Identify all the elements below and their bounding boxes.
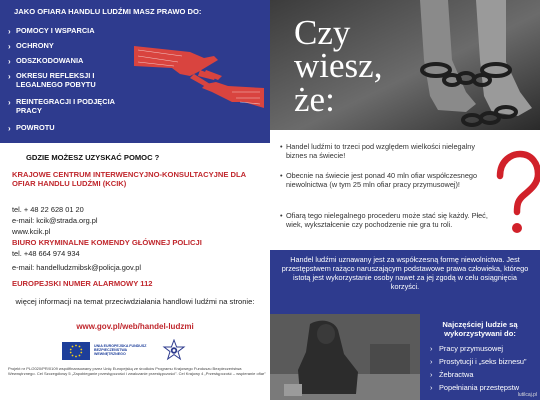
chevron-right-icon: › bbox=[8, 72, 11, 81]
chevron-right-icon: › bbox=[8, 98, 11, 107]
kcik-email[interactable]: e-mail: kcik@strada.org.pl bbox=[12, 216, 98, 225]
fact-item bbox=[280, 171, 488, 190]
bullet-icon: • bbox=[280, 142, 283, 151]
chevron-right-icon: › bbox=[8, 27, 11, 36]
eu-flag-icon bbox=[62, 342, 90, 360]
eu-logo-text: UNIA EUROPEJSKA FUNDUSZ BEZPIECZEŃSTWA WEWNĘTRZNEGO bbox=[94, 344, 147, 357]
rights-item-protection bbox=[8, 42, 130, 52]
rights-item-label: REINTEGRACJI I PODJĘCIA PRACY bbox=[16, 97, 115, 115]
bkk-phone[interactable]: tel. +48 664 974 934 bbox=[12, 249, 80, 258]
exploitation-item bbox=[430, 358, 526, 366]
more-info-text: więcej informacji na temat przeciwdziałania handlowi ludźmi na stronie: bbox=[15, 297, 255, 306]
kcik-name: KRAJOWE CENTRUM INTERWENCYJNO-KONSULTACYJNE DLA OFIAR HANDLU LUDŹMI (KCIK) bbox=[12, 170, 246, 189]
rights-item-reflection bbox=[8, 72, 130, 90]
exploitation-title: Najczęściej ludzie są wykorzystywani do: bbox=[442, 320, 518, 339]
rights-item-help bbox=[8, 27, 130, 37]
chevron-right-icon: › bbox=[8, 57, 11, 66]
fact-item bbox=[280, 142, 488, 161]
watermark-credit: lutilcaj.pl bbox=[517, 392, 537, 398]
rights-item-label: POMOCY I WSPARCIA bbox=[16, 26, 95, 35]
right-column bbox=[270, 0, 540, 400]
chevron-right-icon: › bbox=[8, 42, 11, 51]
heading-line: że: bbox=[294, 79, 335, 119]
rights-item-return bbox=[8, 124, 130, 134]
chevron-right-icon: › bbox=[430, 357, 433, 366]
help-title: GDZIE MOŻESZ UZYSKAĆ POMOC ? bbox=[26, 153, 160, 162]
funding-note: Projekt nr PL/2020/PR/0109 współfinansowany przez Unię Europejską ze środków Programu Krajowego Funduszu Bezpieczeństwa Wewnętrznego. Cel Szczegółowy 5 „Zapobieganie przestępczości i zwalczanie przestępczości”. Cel Krajowy 4 „Przestępczość – wspieranie ofiar” bbox=[8, 366, 266, 377]
rights-panel bbox=[0, 0, 270, 143]
bullet-icon: • bbox=[280, 171, 283, 180]
fact-text: Ofiarą tego nielegalnego procederu może stać się każdy. Płeć, wiek, wykształcenie czy pochodzenie nie gra tu roli. bbox=[286, 211, 488, 229]
exploitation-panel bbox=[270, 314, 540, 400]
chevron-right-icon: › bbox=[430, 383, 433, 392]
exploitation-item bbox=[430, 345, 503, 353]
definition-text: Handel ludźmi uznawany jest za współczesną formę niewolnictwa. Jest przestępstwem rażąco naruszającym podstawowe prawa człowieka, którego istotą jest wykorzystanie osoby nawet za jej zgodą w celu osiągnięcia korzyści. bbox=[281, 255, 529, 292]
fact-text: Obecnie na świecie jest ponad 40 mln ofiar współczesnego niewolnictwa (w tym 25 mln ofiar pracy przymusowej)! bbox=[286, 171, 478, 189]
exploitation-item bbox=[430, 384, 519, 392]
chevron-right-icon: › bbox=[8, 124, 11, 133]
rights-item-label: POWROTU bbox=[16, 123, 55, 132]
reaching-hands-illustration bbox=[132, 36, 266, 116]
chevron-right-icon: › bbox=[430, 370, 433, 379]
exploitation-item bbox=[430, 371, 474, 379]
kcik-phone[interactable]: tel. + 48 22 628 01 20 bbox=[12, 205, 84, 214]
fact-item bbox=[280, 211, 488, 230]
question-mark-icon bbox=[490, 150, 540, 240]
rights-item-reintegration bbox=[8, 98, 130, 116]
police-star-icon bbox=[162, 339, 186, 363]
chevron-right-icon: › bbox=[430, 344, 433, 353]
logos-row bbox=[0, 339, 270, 363]
kcik-website[interactable]: www.kcik.pl bbox=[12, 227, 51, 236]
rights-item-label: OKRESU REFLEKSJI I LEGALNEGO POBYTU bbox=[16, 71, 96, 89]
emergency-number: EUROPEJSKI NUMER ALARMOWY 112 bbox=[12, 279, 153, 288]
begging-woman-photo bbox=[270, 314, 420, 400]
fact-text: Handel ludźmi to trzeci pod względem wielkości nielegalny biznes na świecie! bbox=[286, 142, 475, 160]
did-you-know-heading bbox=[294, 13, 383, 119]
exploitation-item-label: Prostytucji i „seks biznesu” bbox=[439, 357, 527, 366]
bullet-icon: • bbox=[280, 211, 283, 220]
rights-item-label: OCHRONY bbox=[16, 41, 54, 50]
exploitation-item-label: Żebractwa bbox=[439, 370, 474, 379]
exploitation-item-label: Pracy przymusowej bbox=[439, 344, 504, 353]
gov-website-link[interactable]: www.gov.pl/web/handel-ludzmi bbox=[76, 322, 194, 331]
exploitation-item-label: Popełniania przestępstw bbox=[439, 383, 520, 392]
heading-line: wiesz, bbox=[294, 46, 383, 86]
heading-line: Czy bbox=[294, 13, 351, 52]
rights-title: JAKO OFIARA HANDLU LUDŹMI MASZ PRAWO DO: bbox=[14, 7, 202, 16]
definition-panel bbox=[270, 250, 540, 314]
bkk-email[interactable]: e-mail: handelludzmibsk@policja.gov.pl bbox=[12, 263, 141, 272]
rights-item-label: ODSZKODOWANIA bbox=[16, 56, 84, 65]
rights-item-compensation bbox=[8, 57, 130, 67]
bkk-name: BIURO KRYMINALNE KOMENDY GŁÓWNEJ POLICJI bbox=[12, 238, 202, 247]
